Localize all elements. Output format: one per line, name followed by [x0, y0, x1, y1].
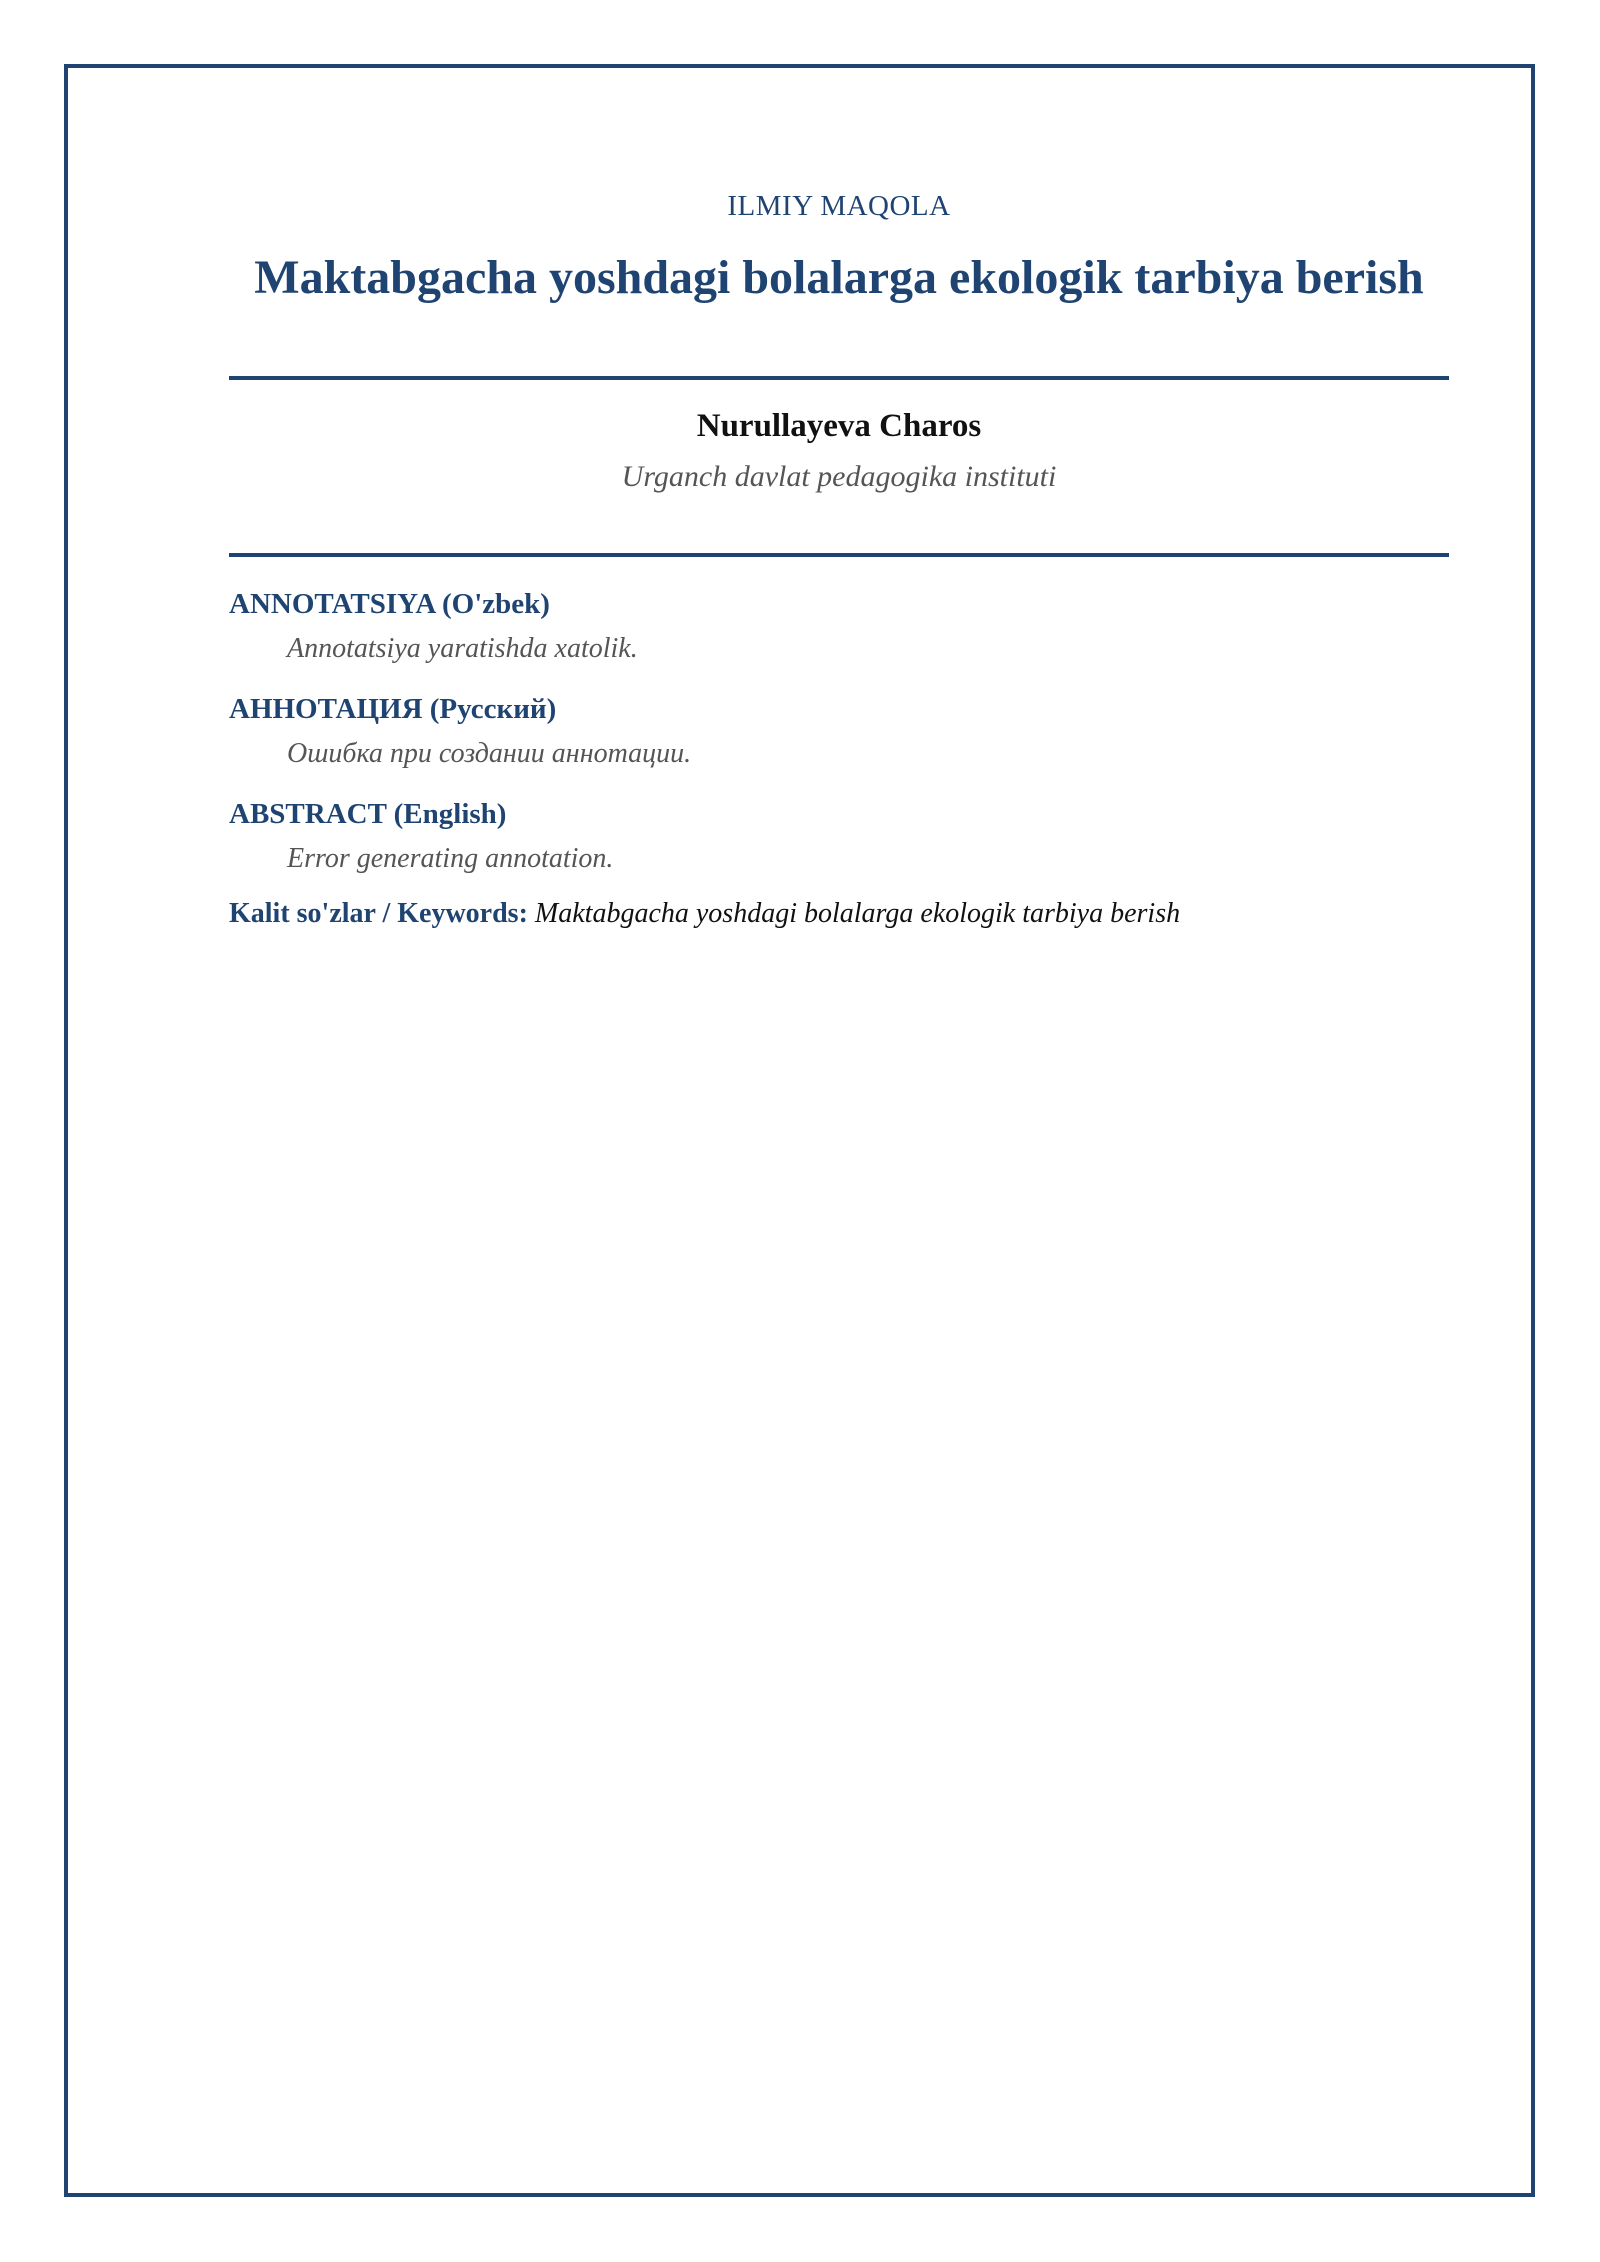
abstract-heading-russian: АННОТАЦИЯ (Русский)	[229, 693, 557, 725]
abstract-text-russian: Ошибка при создании аннотации.	[287, 738, 692, 769]
abstract-heading-english: ABSTRACT (English)	[229, 798, 507, 830]
author-divider	[229, 553, 1449, 557]
keywords-line	[229, 898, 1449, 930]
abstract-heading-uzbek: ANNOTATSIYA (O'zbek)	[229, 588, 550, 620]
article-type-label: ILMIY MAQOLA	[727, 190, 951, 222]
page-border	[64, 64, 1535, 2197]
keywords-value: Maktabgacha yoshdagi bolalarga ekologik tarbiya berish	[534, 898, 1181, 929]
article-title: Maktabgacha yoshdagi bolalarga ekologik tarbiya berish	[254, 251, 1424, 304]
keywords-label: Kalit so'zlar / Keywords:	[229, 898, 528, 929]
author-affiliation: Urganch davlat pedagogika instituti	[621, 460, 1057, 493]
abstract-text-uzbek: Annotatsiya yaratishda xatolik.	[287, 633, 638, 664]
abstract-text-english: Error generating annotation.	[287, 843, 614, 874]
author-name: Nurullayeva Charos	[696, 408, 982, 444]
title-divider	[229, 376, 1449, 380]
